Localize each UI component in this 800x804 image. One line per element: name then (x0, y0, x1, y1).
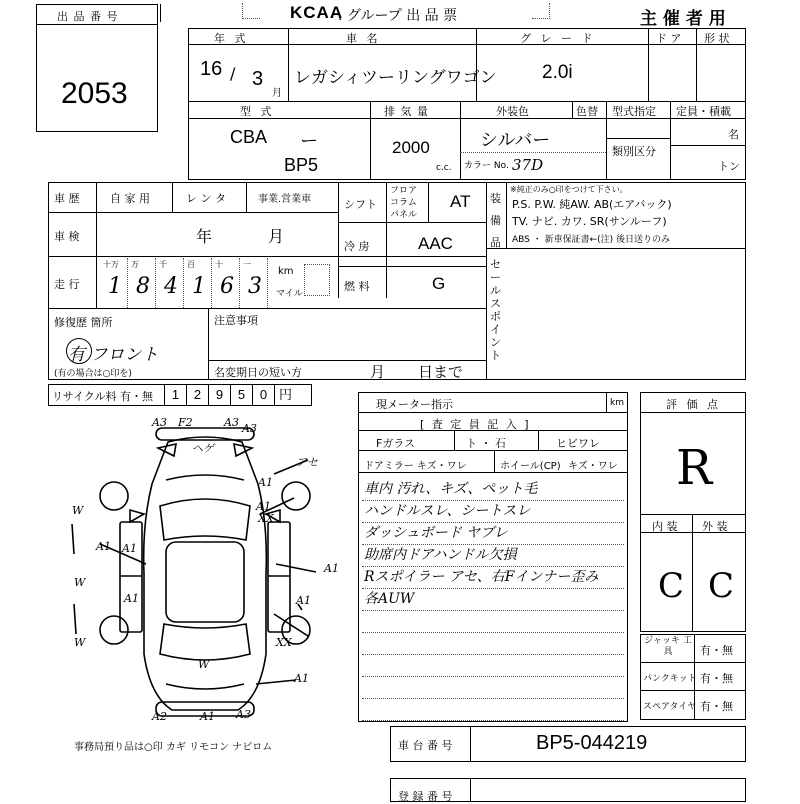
mileage-digit-label: 千 (159, 260, 167, 269)
rental: レ ン タ (186, 192, 226, 205)
damage-mark: A3 (152, 416, 167, 429)
brand-logo: KCAA (290, 3, 344, 22)
mileage-digit-cell (100, 258, 128, 308)
damage-mark: W (198, 658, 210, 671)
recycle-digit: 2 (186, 384, 208, 406)
damage-mark: W (72, 504, 84, 517)
equipment-label: 装 備 品 (490, 192, 501, 249)
mileage-digit: 1 (192, 274, 206, 299)
recycle-unit: 円 (274, 384, 296, 406)
equipment-line-1: P.S. P.W. 純AW. AB(エアバック) (512, 198, 672, 211)
diagram-footer: 事務局預り品は○印 カギ リモコン ナビロム (74, 742, 273, 753)
fuel-value: G (432, 274, 446, 293)
model-label: 型 式 (240, 105, 275, 118)
repair-history-label: 修復歴 箇所 (54, 316, 113, 329)
shift-option: フロア (390, 186, 418, 196)
year-era: 16 (200, 58, 223, 80)
recycle-digit: 0 (252, 384, 274, 406)
mileage-digit: 6 (220, 274, 234, 299)
mileage-digit: 1 (108, 274, 122, 299)
damage-mark: XX (276, 636, 292, 649)
equipment-line-2: TV. ナビ. カワ. SR(サンルーフ) (512, 215, 667, 228)
shift-value: AT (450, 192, 471, 211)
chassis-number: BP5-044219 (536, 732, 648, 754)
organizer-label: 主 催 者 用 (640, 9, 726, 29)
lot-number: 2053 (61, 77, 128, 110)
form-title: . グループ 出 品 票 (338, 8, 458, 24)
recycle-digit: 5 (230, 384, 252, 406)
damage-mark: A2 (152, 710, 167, 723)
interior-score: C (658, 566, 685, 606)
recycle-digit: 1 (164, 384, 186, 406)
damage-mark: A1 (96, 540, 111, 553)
mileage-digit-cell (240, 258, 268, 308)
damage-mark: ヘゲ (192, 442, 214, 455)
inspector-note: Rスポイラー アセ、右Fインナー歪み (364, 569, 599, 585)
mileage-digit-cell (156, 258, 184, 308)
damage-mark: A1 (324, 562, 339, 575)
mileage-digit: 4 (164, 274, 178, 299)
exterior-score: C (708, 566, 735, 606)
year-label: 年 式 (214, 32, 249, 45)
inspector-note: ダッシュボード ヤブレ (364, 525, 508, 541)
ac-value: AAC (418, 234, 453, 253)
mileage-digit-label: 十万 (103, 260, 119, 269)
damage-mark: F2 (178, 416, 193, 429)
meter-label: 現メーター指示 (376, 398, 453, 411)
inspector-note: 車内 汚れ、キズ、ペット毛 (364, 481, 538, 497)
car-damage-diagram (60, 414, 350, 726)
shift-option: コラム (390, 198, 417, 208)
mileage-digit: 8 (136, 274, 150, 299)
mileage-digit-label: 百 (187, 260, 195, 269)
exterior-color: シルバー (480, 130, 551, 150)
car-name-label: 車 名 (346, 32, 381, 45)
damage-mark: A1 (122, 542, 137, 555)
damage-mark: W (74, 636, 86, 649)
mileage-digit-label: 十 (215, 260, 223, 269)
repair-yes-circle (66, 338, 92, 364)
mileage-digit-label: 一 (243, 260, 251, 269)
damage-mark: A3 (242, 422, 257, 435)
damage-mark: W (74, 576, 86, 589)
grade-label: グ レ ー ド (520, 32, 596, 45)
damage-mark: A1 (124, 592, 139, 605)
damage-mark: A1 (258, 476, 273, 489)
damage-mark: XX (258, 512, 274, 525)
inspector-note: 各AUW (364, 591, 415, 607)
sales-point-label: セールスポイント (490, 258, 501, 362)
lot-number-label: 出 品 番 号 (57, 10, 119, 23)
damage-mark: A1 (256, 500, 271, 513)
damage-mark: A3 (236, 708, 251, 721)
displacement: 2000 (392, 138, 430, 157)
damage-mark: A1 (294, 672, 309, 685)
damage-mark: アセ (296, 456, 318, 469)
color-number: 37D (512, 156, 544, 174)
repair-history-value: 有 フロント (68, 345, 159, 365)
inspector-note: 助席内ドアハンドル欠損 (364, 547, 517, 563)
mileage-digit: 3 (248, 274, 262, 299)
car-name: レガシィツーリングワゴン (294, 68, 497, 87)
mileage-digit-label: 万 (131, 260, 139, 269)
equipment-line-3: ABS ・ 新車保証書←(注) 後日送りのみ (512, 235, 671, 245)
mileage-digit-cell (212, 258, 240, 308)
score-value: R (676, 440, 713, 496)
grade: 2.0i (542, 62, 573, 83)
damage-mark: A1 (296, 594, 311, 607)
inspector-note: ハンドルスレ、シートスレ (364, 503, 531, 519)
model-code: BP5 (284, 155, 319, 175)
recycle-digit: 9 (208, 384, 230, 406)
private-use: 自 家 用 (110, 192, 150, 205)
damage-mark: A3 (224, 416, 239, 429)
mileage-digit-cell (184, 258, 212, 308)
damage-mark: A1 (200, 710, 215, 723)
lot-number-box (36, 4, 158, 132)
model-prefix: CBA (230, 127, 268, 147)
shift-option: パネル (390, 210, 418, 220)
year-month: 3 (252, 68, 264, 90)
mileage-digit-cell (128, 258, 156, 308)
business-use: 事業.営業車 (258, 194, 312, 205)
